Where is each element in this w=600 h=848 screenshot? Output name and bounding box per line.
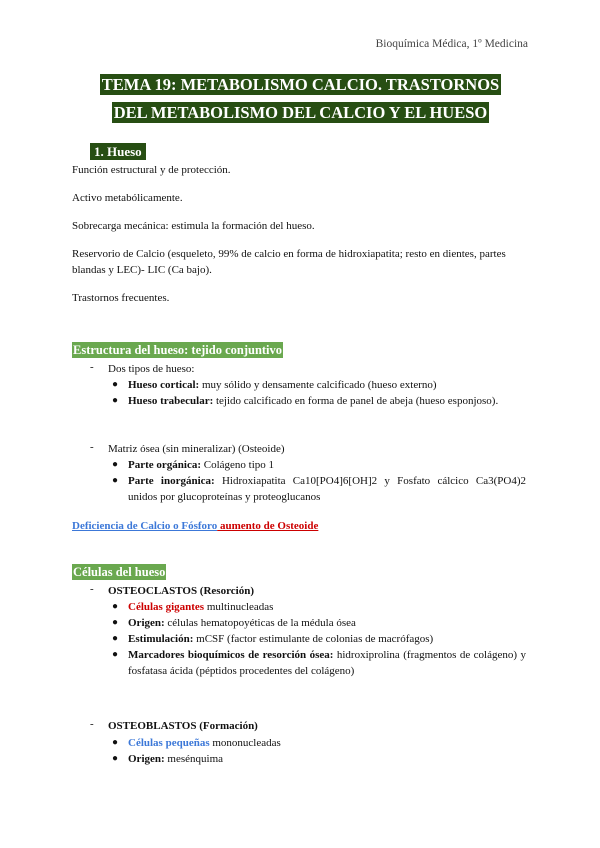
- list-item-origen-osteoclastos: ● Origen: células hematopoyéticas de la médula ósea: [128, 615, 526, 631]
- list-item-dos-tipos: Dos tipos de hueso:: [108, 363, 195, 375]
- list-item-origen-osteoblastos: ● Origen: mesénquima: [128, 751, 526, 767]
- title-line-2: DEL METABOLISMO DEL CALCIO Y EL HUESO: [113, 103, 488, 122]
- list-item-pequenas: ● Células pequeñas mononucleadas: [128, 735, 526, 751]
- section-heading-celulas: Células del hueso: [73, 565, 166, 579]
- list-item-marcadores: ● Marcadores bioquímicos de resorción ósea: hidroxiprolina (fragmentos de colágeno) y fosfatasa ácida (péptidos procedentes del colágeno): [128, 647, 526, 679]
- list-item-inorganica: ● Parte inorgánica: Hidroxiapatita Ca10[PO4]6[OH]2 y Fosfato cálcico Ca3(PO4)2 unidos por glucoproteínas y proteoglucanos: [128, 473, 526, 505]
- dash-bullet: -: [90, 583, 94, 595]
- deficiencia-note: Deficiencia de Calcio o Fósforo aumento de Osteoide: [72, 520, 319, 532]
- dash-bullet: -: [90, 361, 94, 373]
- list-item-trabecular: ● Hueso trabecular: tejido calcificado en forma de panel de abeja (hueso esponjoso).: [128, 393, 526, 409]
- list-item-organica: ● Parte orgánica: Colágeno tipo 1: [128, 457, 526, 473]
- page-header: Bioquímica Médica, 1º Medicina: [375, 38, 528, 50]
- list-item-gigantes: ● Células gigantes multinucleadas: [128, 599, 526, 615]
- paragraph-reservorio: Reservorio de Calcio (esqueleto, 99% de calcio en forma de hidroxiapatita; resto en dientes, partes blandas y LEC)- LIC (Ca bajo).: [72, 248, 506, 276]
- dash-bullet: -: [90, 718, 94, 730]
- title-line-1: TEMA 19: METABOLISMO CALCIO. TRASTORNOS: [101, 75, 500, 94]
- document-title: [88, 74, 513, 130]
- section-heading-estructura: Estructura del hueso: tejido conjuntivo: [73, 343, 283, 357]
- section-heading-hueso: 1. Hueso: [90, 144, 146, 160]
- list-item-estimulacion: ● Estimulación: mCSF (factor estimulante de colonias de macrófagos): [128, 631, 526, 647]
- osteoclastos-title: OSTEOCLASTOS (Resorción): [108, 585, 254, 597]
- list-item-matriz: Matriz ósea (sin mineralizar) (Osteoide): [108, 443, 285, 455]
- dash-bullet: -: [90, 441, 94, 453]
- paragraph-trastornos: Trastornos frecuentes.: [72, 292, 170, 304]
- osteoblastos-title: OSTEOBLASTOS (Formación): [108, 720, 258, 732]
- list-item-cortical: ● Hueso cortical: muy sólido y densamente calcificado (hueso externo): [128, 377, 526, 393]
- paragraph-funcion: Función estructural y de protección.: [72, 164, 231, 176]
- paragraph-sobrecarga: Sobrecarga mecánica: estimula la formación del hueso.: [72, 220, 315, 232]
- paragraph-activo: Activo metabólicamente.: [72, 192, 183, 204]
